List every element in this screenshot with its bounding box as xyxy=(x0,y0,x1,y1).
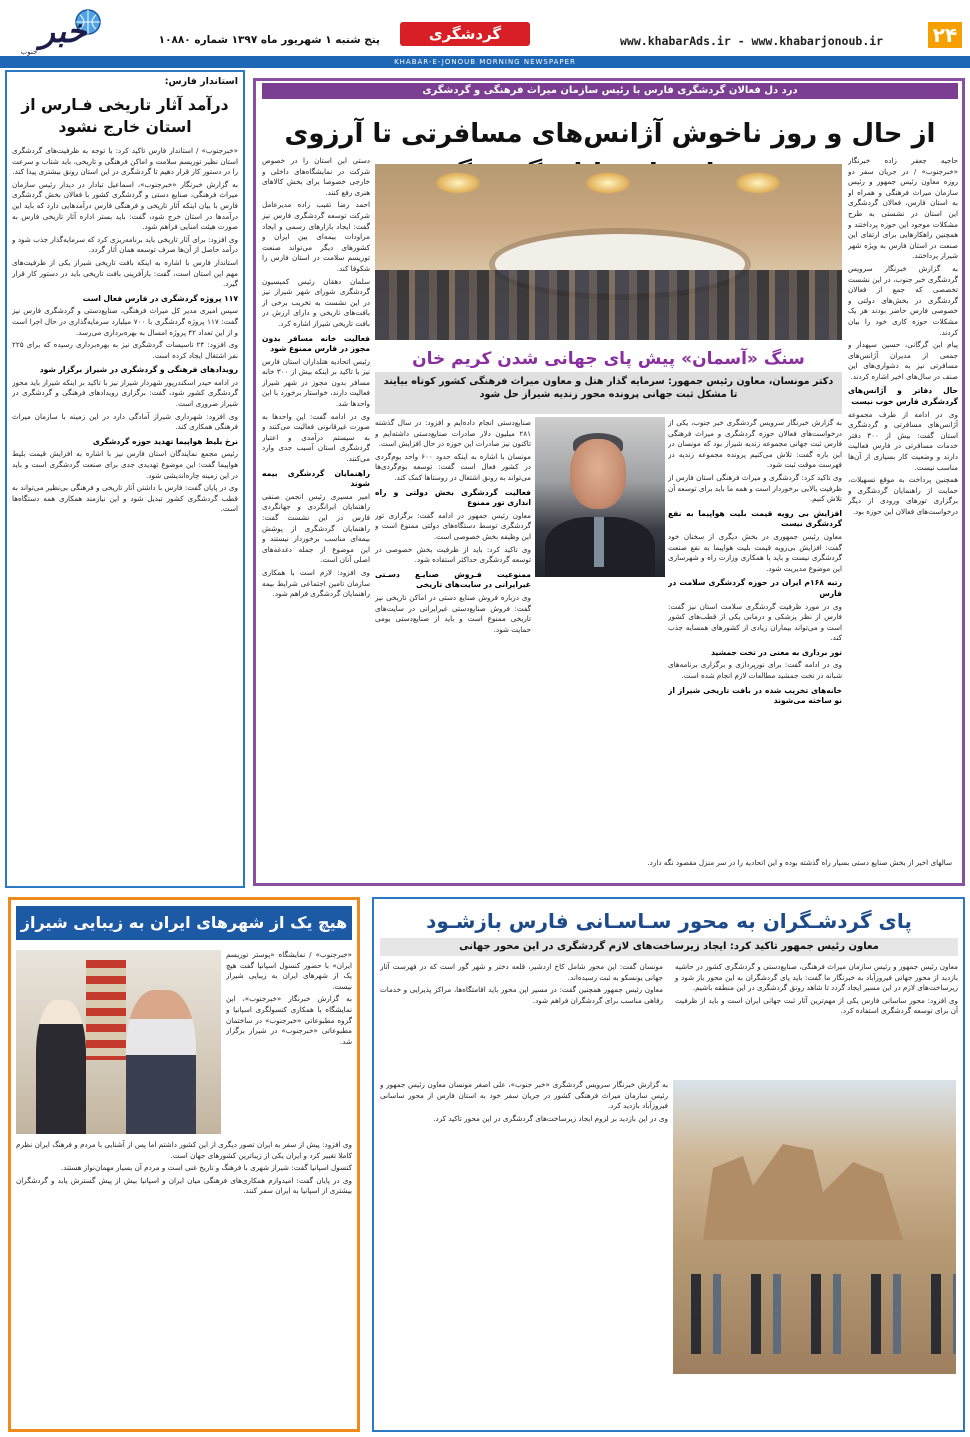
paragraph: به گزارش خبرنگار سرویس گردشگری «خبر جنوب»، علی اصغر مونسان معاون رئیس جمهور و رئیس سازمان میراث فرهنگی کشور در جریان سفر خود به استان فارس از محور ساسانی فیروزآباد بازدید کرد. xyxy=(380,1080,668,1111)
main-story-bottom-strip: سالهای اخیر از بخش صنایع دستی بسیار راه گذشته بوده و این اتحادیه را در سر منزل مقصود نگه دارد. xyxy=(647,858,952,867)
main-story-column-2 xyxy=(262,156,370,856)
paragraph: معاون رئیس جمهور و رئیس سازمان میراث فرهنگی، صنایع‌دستی و گردشگری کشور در حاشیه بازدید از محور جهانی فیروزآباد به خبرنگار ما گفت: باید پای گردشگران به این محور باز شود و زیرساخت‌های لازم در این مسیر ایجاد گردد تا شاهد رونق گردشگری در این منطقه باشیم. xyxy=(675,962,958,993)
paragraph: وی درباره فروش صنایع دستی در اماکن تاریخی نیز گفت: فروش صنایع‌دستی غیرایرانی در سایت‌های تاریخی ممنوع است و باید از صنایع‌دستی بومی حمایت شود. xyxy=(375,592,531,634)
bottom-right-story-headline: پای گردشـگران به محور سـاسـانی فارس بازشـود xyxy=(426,909,912,933)
issue-dateline: پنج شنبه ۱ شهریور ماه ۱۳۹۷ شماره ۱۰۸۸۰ xyxy=(158,34,380,46)
main-story-headline: از حال و روز ناخوش آژانس‌های مسافرتی تا آرزوی xyxy=(284,119,936,149)
bottom-right-story-column xyxy=(380,1080,668,1426)
paragraph: سلمان دهقان رئیس کمیسیون گردشگری شورای شهر شیراز نیز در این نشست به تخریب برخی از بافت‌های تاریخی و دارای ارزش در بافت تاریخی شیراز اشاره کرد. xyxy=(262,276,370,328)
paragraph: «خبرجنوب» / نمایشگاه «پوستر توریسم ایران» با حضور کنسول اسپانیا گفت هیچ یک از شهرهای ایران به زیبایی شیراز نیست. xyxy=(226,950,352,991)
paragraph: وی در پایان گفت: فارس با داشتن آثار تاریخی و فرهنگی بی‌نظیر می‌تواند به قطب گردشگری کشور تبدیل شود و این نیازمند همکاری همه دستگاه‌ها است. xyxy=(12,483,238,514)
paragraph: وی افزود: محور ساسانی فارس یکی از مهم‌ترین آثار ثبت جهانی ایران است و باید از ظرفیت آن برای توسعه گردشگری استفاده کرد. xyxy=(675,995,958,1016)
masthead-banner: KHABAR-E-JONOUB MORNING NEWSPAPER xyxy=(0,56,970,68)
paragraph: همچنین پرداخت به موقع تسهیلات، حمایت از راهنمایان گردشگری و برگزاری تورهای ورودی از دیگر درخواست‌های فعالان این حوزه بود. xyxy=(848,475,958,516)
logo-wordmark: خبر xyxy=(39,12,87,50)
subheading: حال دفاتر و آژانس‌های گردشگری فارس خوب نیست xyxy=(848,386,958,407)
bottom-left-story-column-2 xyxy=(16,1140,352,1426)
website-urls[interactable]: www.khabarAds.ir - www.khabarjonoub.ir xyxy=(620,34,884,48)
left-story-body xyxy=(12,146,238,882)
main-story-column-3 xyxy=(375,418,531,856)
left-story-kicker: استاندار فارس: xyxy=(164,76,238,87)
portrait-photo xyxy=(535,417,665,577)
subheading: افزایش بی رویه قیمت بلیت هواپیما به نفع گردشگری نیست xyxy=(668,508,842,529)
paragraph: سپس امیری مدیر کل میراث فرهنگی، صنایع‌دستی و گردشگری فارس نیز گفت: ۱۱۷ پروژه گردشگری با ۷۰۰ میلیارد سرمایه‌گذاری در حال اجرا است و از این تعداد ۴۲ پروژه امسال به بهره‌برداری می‌رسد. xyxy=(12,306,238,337)
paragraph: به گزارش خبرنگار سرویس گردشگری خبر جنوب، در این نشست تخصصی که جمع از فعالان گردشگری در بخش‌های دولتی و خصوصی فارس حاضر بودند هر یک مشکلات حوزه کاری خود را بیان کردند. xyxy=(848,263,958,337)
bottom-left-story-headline: هیچ یک از شهرهای ایران به زیبایی شیراز xyxy=(16,906,352,940)
subheading: ۱۱۷ پروژه گردشگری در فارس فعال است xyxy=(82,293,238,303)
bottom-left-story-column-1 xyxy=(226,950,352,1136)
subheading: نرخ بلیط هواپیما تهدید حوزه گردشگری xyxy=(92,436,238,446)
ruins-photo xyxy=(673,1080,956,1374)
paragraph: معاون رئیس جمهوری در بخش دیگری از سخنان خود گفت: افزایش بی‌رویه قیمت بلیت هواپیما به نفع صنعت گردشگری نیست و باید با همکاری وزارت راه و شهرسازی این موضوع مدیریت شود. xyxy=(668,531,842,573)
paragraph: وی افزود: شهرداری شیراز آمادگی دارد در این زمینه با سازمان میراث فرهنگی همکاری کند. xyxy=(12,411,238,432)
main-story-kicker: درد دل فعالان گردشگری فارس با رئیس سازمان میراث فرهنگی و گردشگری xyxy=(262,83,958,99)
paragraph: حاجیه جعفر زاده خبرنگار «خبرجنوب» / در جریان سفر دو روزه معاون رئیس جمهور و رئیس سازمان میراث فرهنگی و همراه او به استان فارس، فعالان گردشگری این استان در نشستی به طرح مشکلات موجود این حوزه پرداختند و همچنین راهکارهایی برای ارتقای این صنعت در استان فارس به ویژه شهر شیراز پرداختند. xyxy=(848,156,958,261)
paragraph: «خبرجنوب» / استاندار فارس تاکید کرد: با توجه به ظرفیت‌های گردشگری استان نظیر توریسم سلامت و اماکن فرهنگی و تاریخی، باید شتاب و سرعت را در دستور کار قرار دهیم تا گردشگری در این استان رونق بیشتری پیدا کند. xyxy=(12,146,238,177)
paragraph: وی تاکید کرد: باید از ظرفیت بخش خصوصی در توسعه گردشگری حداکثر استفاده شود. xyxy=(375,544,531,565)
paragraph: به گزارش خبرنگار سرویس گردشگری خبر جنوب، یکی از درخواست‌های فعالان حوزه گردشگری و میراث فرهنگی فارس ثبت جهانی مجموعه زندیه شیراز بود که مونسان در این باره گفت: تلاش می‌کنیم پرونده مجموعه زندیه در فهرست موقت ثبت شود. xyxy=(668,418,842,470)
paragraph: در ادامه حیدر اسکندرپور شهردار شیراز نیز با تاکید بر اینکه شیراز باید محور گردشگری کشور شود، گفت: برگزاری رویدادهای فرهنگی و گردشگری در شیراز ضروری است. xyxy=(12,377,238,409)
paragraph: استاندار فارس با اشاره به اینکه بافت تاریخی شیراز یکی از ظرفیت‌های مهم این استان است، گفت: بازآفرینی بافت تاریخی باید در دستور کار قرار گیرد. xyxy=(12,257,238,289)
paragraph: مونسان گفت: این محور شامل کاخ اردشیر، قلعه دختر و شهر گور است که در فهرست آثار جهانی یونسکو به ثبت رسیده‌اند. xyxy=(380,962,663,982)
subheading: ممنوعیت فـروش صنایـع دسـتی غیرایرانی در سایت‌های تاریخی xyxy=(375,569,531,590)
paragraph: وی در ادامه گفت: برای نورپردازی و برگزاری برنامه‌های شبانه در تخت جمشید مطالعات لازم انجام شده است. xyxy=(668,660,842,681)
page-number: ۲۴ xyxy=(928,22,962,48)
meeting-photo xyxy=(375,164,842,340)
paragraph: معاون رئیس جمهور همچنین گفت: در مسیر این محور باید اقامتگاه‌ها، مراکز پذیرایی و خدمات رفاهی مناسب برای گردشگران فراهم شود. xyxy=(380,985,663,1005)
left-story-headline: درآمد آثار تاریخی فـارس از استان خارج نشود xyxy=(21,96,229,136)
paragraph: وی افزود: برای آثار تاریخی باید برنامه‌ریزی کرد که سرمایه‌گذار جذب شود و درآمد حاصل از آن‌ها صرف توسعه همان آثار گردد. xyxy=(12,234,238,255)
paragraph: مونسان با اشاره به اینکه حدود ۶۰۰ واحد بوم‌گردی در کشور فعال است گفت: توسعه بوم‌گردی‌ها می‌تواند به رونق اشتغال در روستاها کمک کند. xyxy=(375,451,531,482)
bottom-right-story-body xyxy=(380,962,958,1076)
paragraph: وی در این بازدید بر لزوم ایجاد زیرساخت‌های گردشگری در این محور تاکید کرد. xyxy=(433,1113,668,1123)
paragraph: احمد رضا تقیب زاده مدیرعامل شرکت توسعه گردشگری فارس نیز گفت: ایجاد بازارهای رسمی و ایجاد مراودات بیمه‌ای بین ایران و کشورهای دیگر می‌تواند صنعت توریسم سلامت در استان فارس را شکوفا کند. xyxy=(262,200,370,273)
paragraph: کنسول اسپانیا گفت: شیراز شهری با فرهنگ و تاریخ غنی است و مردم آن بسیار مهمان‌نواز هستند. xyxy=(60,1163,352,1173)
paragraph: وی در پایان گفت: امیدوارم همکاری‌های فرهنگی میان ایران و اسپانیا بیش از پیش گسترش یابد و گردشگران بیشتری از اسپانیا به ایران سفر کنند. xyxy=(16,1175,352,1196)
paragraph: صنایع‌دستی انجام داده‌ایم و افزود: در سال گذشته ۲۸۱ میلیون دلار صادرات صنایع‌دستی داشته‌ایم و تاکنون نیز صادرات این حوزه در حال افزایش است. xyxy=(375,418,531,449)
paragraph: وی افزود: ۲۴ تاسیسات گردشگری نیز به بهره‌برداری رسیده که برای ۲۲۵ نفر اشتغال ایجاد کرده است. xyxy=(12,340,238,360)
inset-headline: سنگ «آسمان» پیش پای جهانی شدن کریم خان xyxy=(412,349,805,369)
logo-subtext: جنوب xyxy=(20,48,38,56)
subheading: رویدادهای فرهنگی و گردشگری در شیراز برگزار شود xyxy=(39,365,238,375)
exhibition-photo xyxy=(16,950,221,1134)
paragraph: رئیس اتحادیه هتلداران استان فارس نیز با تاکید بر اینکه بیش از ۳۰۰ خانه مسافر بدون مجوز در شهر شیراز فعالیت دارند، خواستار برخورد با این واحدها شد. xyxy=(262,356,370,409)
paragraph: امیر مسیری رئیس انجمن صنفی راهنمایان ایرانگردی و جهانگردی فارس در این نشست گفت: راهنمایان گردشگری از پوشش بیمه‌ای مناسب برخوردار نیستند و این موضوع از جمله دغدغه‌های اصلی آنان است. xyxy=(262,491,370,565)
paragraph: وی تاکید کرد: گردشگری و میراث فرهنگی استان فارس از ظرفیت بالایی برخوردار است و همه ما باید برای توسعه آن تلاش کنیم. xyxy=(668,472,842,504)
paragraph: وی افزود: لازم است با همکاری سازمان تامین اجتماعی شرایط بیمه راهنمایان گردشگری فراهم شود. xyxy=(262,567,370,599)
paragraph: به گزارش خبرنگار «خبرجنوب»، اسماعیل تبادار در دیدار رئیس سازمان میراث فرهنگی، صنایع دستی و گردشگری کشور با فعالان بخش گردشگری فارس با بیان اینکه آثار تاریخی و فرهنگی فارس درآمدهایی دارد که باید این درآمدها در استان خرج شود، گفت: باید بستر اداره آثار تاریخی فارس به صورت هیئت امنایی فراهم شود. xyxy=(12,179,238,232)
paragraph: دستی این استان را در خصوص شرکت در نمایشگاه‌های داخلی و خارجی خصوصا برای بخش کالاهای هنری رفع کنند. xyxy=(262,156,370,197)
subheading: فعالیت گردشگری بخش دولتی و راه اندازی تور ممنوع xyxy=(375,487,531,508)
bottom-right-story-deck: معاون رئیس جمهور تاکید کرد: ایجاد زیرساخت‌های لازم گردشگری در این محور جهانی xyxy=(380,938,958,956)
paragraph: رئیس مجمع نمایندگان استان فارس نیز با اشاره به افزایش قیمت بلیط هواپیما گفت: این موضوع تهدیدی جدی برای صنعت گردشگری است و باید در این زمینه چاره‌اندیشی شود. xyxy=(12,449,238,480)
paragraph: وی در ادامه از طرف مجموعه آژانس‌های مسافرتی و گردشگری استان گفت: بیش از ۳۰۰ دفتر خدمات مسافرتی در فارس فعالیت دارند و وضعیت کار بسیاری از آن‌ها مناسب نیست. xyxy=(848,409,958,472)
paragraph: پیام ابن گرگانی، حسین سپهدار و جمعی از مدیران آژانس‌های مسافرتی نیز به دشواری‌های این صنف در سال‌های اخیر اشاره کردند. xyxy=(848,340,958,381)
paragraph: وی افزود: پیش از سفر به ایران تصور دیگری از این کشور داشتم اما پس از آشنایی با مردم و فرهنگ ایران نظرم کاملا تغییر کرد و ایران یکی از زیباترین کشورهای جهان است. xyxy=(16,1140,352,1160)
subheading: رتبه ۱۶۸م ایران در حوزه گردشگری سلامت در فارس xyxy=(668,578,842,598)
main-story-column-4 xyxy=(668,418,842,856)
section-label: گردشگری xyxy=(400,22,530,46)
subheading: راهنمایان گردشگری بیمه شوند xyxy=(262,468,370,489)
subheading: تور برداری به معنی در تخت جمشید xyxy=(711,647,842,657)
paragraph: به گزارش خبرنگار «خبرجنوب»، این نمایشگاه با همکاری کنسولگری اسپانیا و گروه مطبوعاتی «خبرجنوب» در ساختمان مطبوعاتی «خبرجنوب» در شیراز برگزار شد. xyxy=(226,994,352,1046)
paragraph: وی در مورد ظرفیت گردشگری سلامت استان نیز گفت: فارس از نظر پزشکی و درمانی یکی از قطب‌های کشور است و می‌تواند بیماران زیادی از کشورهای همسایه جذب کند. xyxy=(668,601,842,643)
paragraph: وی در ادامه گفت: این واحدها به صورت غیرقانونی فعالیت می‌کنند و به سیستم درآمدی و اعتبار گردشگری استان آسیب جدی وارد می‌کنند. xyxy=(262,411,370,464)
inset-deck: دکتر مونسان، معاون رئیس جمهور: سرمایه گذار هتل و معاون میراث فرهنگی کشور کوتاه بیایند تا مشکل ثبت جهانی پرونده محور زندیه شیراز حل شود xyxy=(375,372,842,414)
subheading: خانه‌های تخریب شده در بافت تاریخی شیراز از نو ساخته می‌شوند xyxy=(668,685,842,706)
paragraph: معاون رئیس جمهور در ادامه گفت: برگزاری تور گردشگری توسط دستگاه‌های دولتی ممنوع است و این وظیفه بخش خصوصی است. xyxy=(375,510,531,541)
main-story-column-1 xyxy=(848,156,958,856)
subheading: فعالیت خانه مسافر بدون مجوز در فارس ممنوع شود xyxy=(262,333,370,354)
